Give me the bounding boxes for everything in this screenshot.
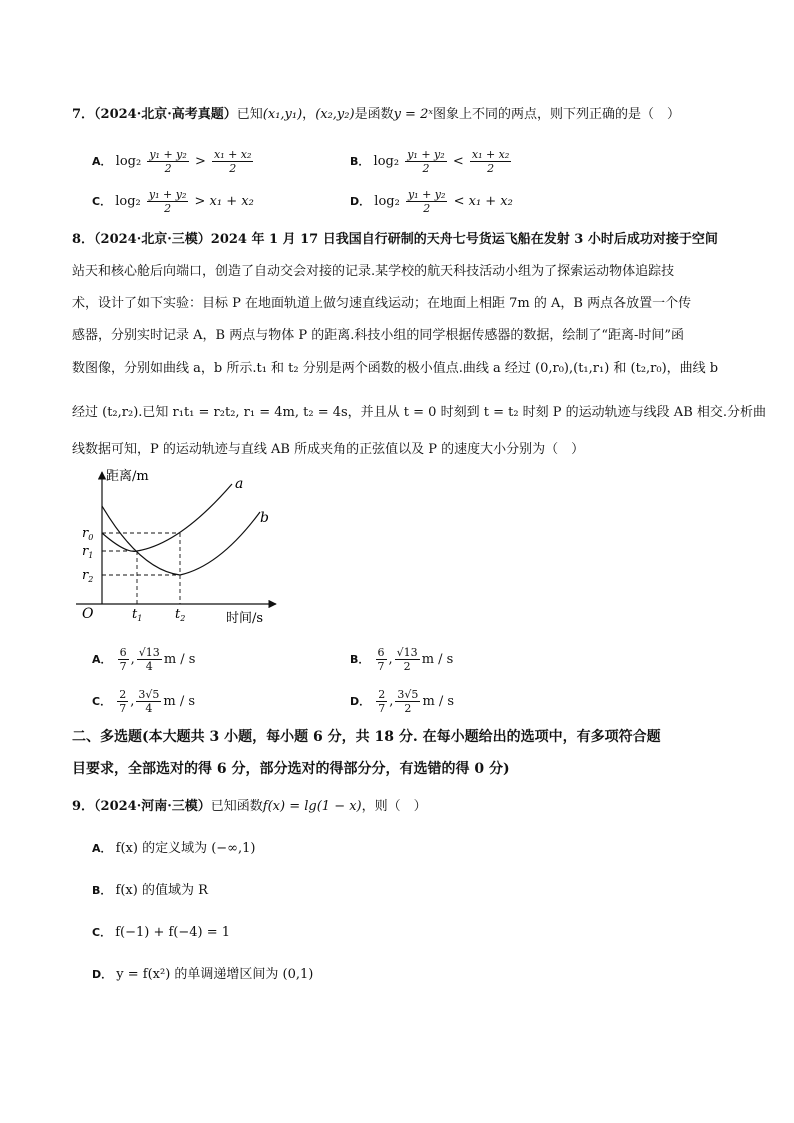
option-text: y = f(x²) 的单调递增区间为 (0,1) bbox=[116, 967, 314, 982]
q9-source: （2024·河南·三模） bbox=[94, 799, 211, 814]
q7-number: 7． bbox=[72, 107, 95, 122]
section2-heading-line-2: 目要求，全部选对的得 6 分，部分选对的得部分分，有选错的得 0 分) bbox=[72, 761, 510, 777]
fraction: $\frac{3√5}{2}$ bbox=[397, 688, 419, 715]
unit: m / s bbox=[163, 694, 196, 709]
relation: > bbox=[194, 154, 206, 169]
q9-stem-a: 已知函数 bbox=[210, 799, 263, 814]
fraction: $\frac{√13}{2}$ bbox=[396, 646, 418, 673]
option-text: f(x) 的定义域为 (−∞,1) bbox=[115, 841, 256, 856]
q8-option-b[interactable]: B． $\frac{6}{7}$ , $\frac{√13}{2}$ m / s bbox=[350, 646, 454, 673]
fraction: $\frac{\text{y₁ + y₂}}{2}$ bbox=[407, 188, 446, 215]
option-label: B． bbox=[92, 884, 112, 897]
q7-option-a[interactable] bbox=[92, 148, 255, 175]
log-text: log₂ bbox=[115, 154, 142, 169]
fraction: $\frac{2}{7}$ bbox=[119, 688, 127, 715]
distance-time-graph bbox=[70, 466, 290, 630]
x-axis-label: 时间/s bbox=[226, 611, 264, 626]
option-label: C． bbox=[92, 926, 112, 939]
t1-label: $t_1$ bbox=[132, 607, 143, 623]
section2-heading-line-1: 二、多选题(本大题共 3 小题，每小题 6 分，共 18 分. 在每小题给出的选项中，有多项符合题 bbox=[72, 729, 661, 745]
rhs: x₁ + x₂ bbox=[468, 194, 513, 209]
r0-label: $r_0$ bbox=[82, 526, 94, 542]
fraction: $\frac{6}{7}$ bbox=[377, 646, 385, 673]
q8-option-d[interactable]: D． $\frac{2}{7}$ , $\frac{3√5}{2}$ m / s bbox=[350, 688, 455, 715]
rhs: x₁ + x₂ bbox=[209, 194, 254, 209]
q9-function: f(x) = lg(1 − x) bbox=[262, 799, 362, 814]
option-label: A． bbox=[92, 842, 112, 855]
t2-label: $t_2$ bbox=[175, 607, 186, 623]
fraction: $\frac{2}{7}$ bbox=[378, 688, 386, 715]
option-text: f(x) 的值域为 R bbox=[115, 883, 208, 898]
log-text: log₂ bbox=[115, 194, 141, 209]
relation: < bbox=[452, 154, 464, 169]
fraction: $\frac{\text{y₁ + y₂}}{2}$ bbox=[407, 148, 445, 175]
q7-sep: ， bbox=[302, 107, 316, 122]
q8-source: （2024·北京·三模） bbox=[94, 232, 211, 247]
log-text: log₂ bbox=[373, 154, 400, 169]
q7-stem-c: 图象上不同的两点，则下列正确的是（ ） bbox=[432, 107, 680, 122]
relation: < bbox=[453, 194, 465, 209]
option-label: A． bbox=[92, 155, 112, 168]
q8-text: 2024 年 1 月 17 日我国自行研制的天舟七号货运飞船在发射 3 小时后成功对接于空间 bbox=[210, 232, 718, 247]
q7-option-d[interactable] bbox=[350, 188, 513, 215]
q7-function: y = 2ˣ bbox=[393, 107, 433, 122]
q7-stem-a: 已知 bbox=[236, 107, 263, 122]
curve-a bbox=[102, 484, 232, 551]
q8-option-a[interactable]: A． $\frac{6}{7}$ , $\frac{√13}{4}$ m / s bbox=[92, 646, 196, 673]
unit: m / s bbox=[422, 694, 455, 709]
q7-stem-b: 是函数 bbox=[354, 107, 394, 122]
q7-point-2: (x₂,y₂) bbox=[315, 107, 355, 122]
fraction: $\frac{\text{x₁ + x₂}}{2}$ bbox=[213, 148, 252, 175]
q7-option-b[interactable] bbox=[350, 148, 513, 175]
fraction: $\frac{6}{7}$ bbox=[119, 646, 127, 673]
q9-option-c[interactable] bbox=[92, 924, 230, 942]
log-text: log₂ bbox=[374, 194, 400, 209]
option-text: f(−1) + f(−4) = 1 bbox=[115, 925, 231, 940]
q8-line-6: 经过 (t₂,r₂).已知 r₁t₁ = r₂t₂, r₁ = 4m, t₂ = 4s，并且从 t = 0 时刻到 t = t₂ 时刻 P 的运动轨迹与线段 AB 相交.分析曲 bbox=[72, 405, 767, 420]
q7-point-1: (x₁,y₁) bbox=[262, 107, 303, 122]
q9-option-b[interactable] bbox=[92, 882, 208, 900]
q9-option-a[interactable] bbox=[92, 840, 255, 858]
r1-label: $r_1$ bbox=[82, 544, 94, 560]
unit: m / s bbox=[421, 652, 454, 667]
fraction: $\frac{3√5}{4}$ bbox=[138, 688, 160, 715]
q7-option-c[interactable] bbox=[92, 188, 254, 215]
option-label: D． bbox=[350, 695, 371, 708]
y-axis-label: 距离/m bbox=[106, 469, 149, 484]
relation: > bbox=[194, 194, 206, 209]
q8-line-1 bbox=[72, 231, 718, 249]
curve-b-label: b bbox=[260, 510, 269, 526]
q9-stem bbox=[72, 798, 427, 816]
q8-line-5: 数图像，分别如曲线 a，b 所示.t₁ 和 t₂ 分别是两个函数的极小值点.曲线 a 经过 (0,r₀),(t₁,r₁) 和 (t₂,r₀)，曲线 b bbox=[72, 361, 719, 376]
option-label: B． bbox=[350, 155, 370, 168]
fraction: $\frac{\text{y₁ + y₂}}{2}$ bbox=[148, 188, 187, 215]
option-label: D． bbox=[92, 968, 113, 981]
q8-line-7: 线数据可知，P 的运动轨迹与直线 AB 所成夹角的正弦值以及 P 的速度大小分别为（ ） bbox=[72, 442, 585, 457]
fraction: $\frac{√13}{4}$ bbox=[138, 646, 160, 673]
q7-stem bbox=[72, 106, 680, 124]
q8-option-c[interactable]: C． $\frac{2}{7}$ , $\frac{3√5}{4}$ m / s bbox=[92, 688, 196, 715]
curve-b bbox=[102, 506, 260, 575]
fraction: $\frac{\text{x₁ + x₂}}{2}$ bbox=[471, 148, 510, 175]
q8-line-4: 感器，分别实时记录 A，B 两点与物体 P 的距离.科技小组的同学根据传感器的数据，绘制了“距离-时间”函 bbox=[72, 328, 685, 343]
option-label: A． bbox=[92, 653, 112, 666]
q8-line-2: 站天和核心舱后向端口，创造了自动交会对接的记录.某学校的航天科技活动小组为了探索运动物体追踪技 bbox=[72, 264, 675, 279]
origin-label: O bbox=[82, 606, 94, 622]
option-label: B． bbox=[350, 653, 370, 666]
q7-source: （2024·北京·高考真题） bbox=[94, 107, 237, 122]
q8-number: 8． bbox=[72, 232, 95, 247]
q9-option-d[interactable] bbox=[92, 966, 313, 984]
q9-number: 9． bbox=[72, 799, 95, 814]
q8-line-3: 术，设计了如下实验：目标 P 在地面轨道上做匀速直线运动；在地面上相距 7m 的 A，B 两点各放置一个传 bbox=[72, 296, 692, 311]
option-label: C． bbox=[92, 695, 112, 708]
r2-label: $r_2$ bbox=[82, 568, 94, 584]
fraction: $\frac{\text{y₁ + y₂}}{2}$ bbox=[149, 148, 187, 175]
q9-stem-b: ，则（ ） bbox=[361, 799, 427, 814]
option-label: D． bbox=[350, 195, 371, 208]
unit: m / s bbox=[163, 652, 196, 667]
option-label: C． bbox=[92, 195, 112, 208]
curve-a-label: a bbox=[235, 476, 244, 492]
